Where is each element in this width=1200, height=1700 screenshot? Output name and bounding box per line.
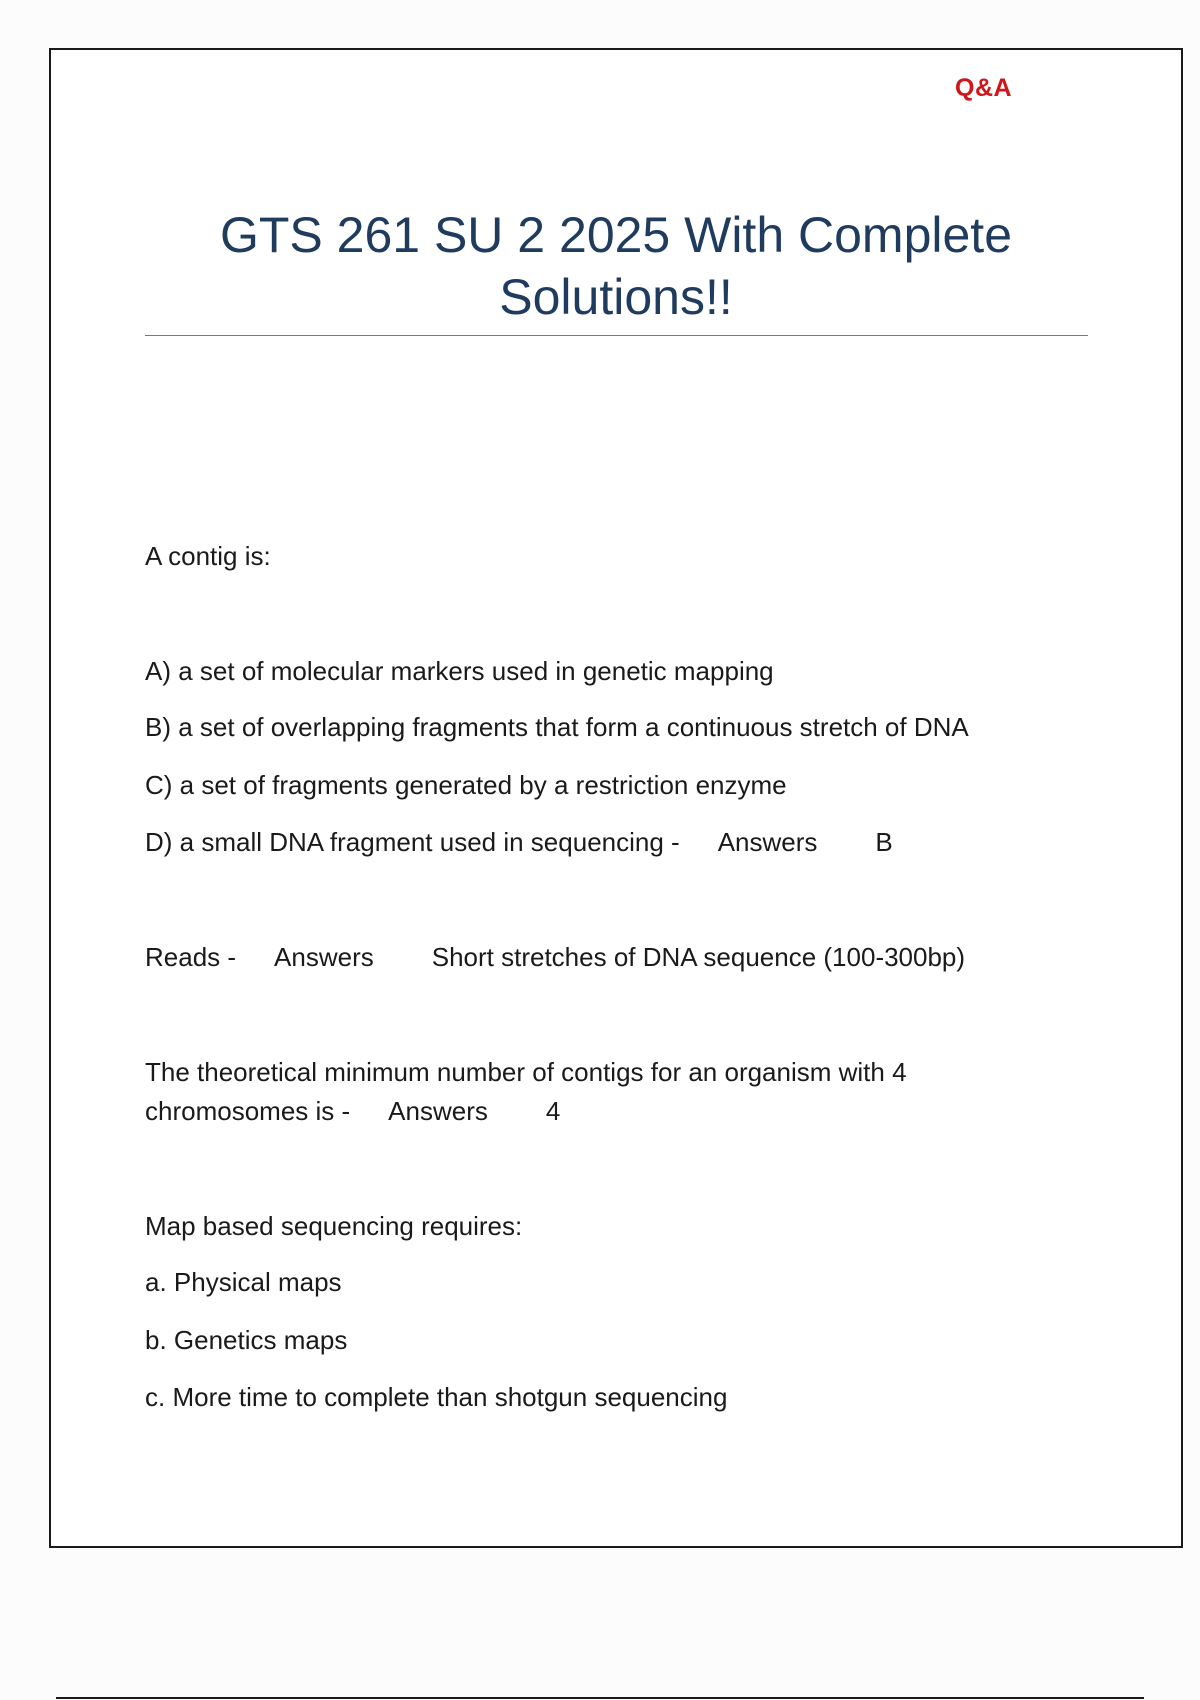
question-2-prompt: Reads -: [145, 942, 237, 972]
question-1-option-c: C) a set of fragments generated by a restriction enzyme: [145, 770, 787, 800]
question-4-item-a: a. Physical maps: [145, 1267, 342, 1297]
question-2-answer: Short stretches of DNA sequence (100-300bp): [431, 942, 966, 972]
question-4-item-b: b. Genetics maps: [145, 1325, 348, 1355]
question-3-answer: 4: [545, 1096, 561, 1126]
next-page-top-edge: [56, 1697, 1144, 1699]
question-1-answers-label: Answers: [717, 827, 818, 857]
question-4-prompt: Map based sequencing requires:: [145, 1211, 523, 1241]
question-1-option-a: A) a set of molecular markers used in genetic mapping: [145, 656, 774, 686]
question-2-row: [145, 941, 965, 973]
question-1-prompt: A contig is:: [145, 541, 271, 571]
question-2-answers-label: Answers: [274, 942, 374, 972]
document-title-line-2: Solutions!!: [499, 269, 733, 325]
question-4-item-c: c. More time to complete than shotgun sequencing: [145, 1382, 728, 1412]
question-3-prompt-line-2: chromosomes is -: [145, 1096, 351, 1126]
question-3-answers-label: Answers: [388, 1096, 488, 1126]
qa-badge: Q&A: [955, 74, 1013, 102]
question-3-row: [145, 1095, 560, 1127]
title-divider: [145, 335, 1088, 336]
question-1-option-b: B) a set of overlapping fragments that form a continuous stretch of DNA: [145, 712, 969, 742]
document-title-line-1: GTS 261 SU 2 2025 With Complete: [219, 207, 1013, 263]
question-1-answer: B: [875, 827, 893, 857]
document-title: [145, 204, 1087, 328]
question-3-prompt-line-1: The theoretical minimum number of contigs for an organism with 4: [145, 1057, 907, 1087]
question-1-option-d-row: [145, 826, 893, 858]
question-1-option-d: D) a small DNA fragment used in sequencing -: [145, 827, 680, 857]
